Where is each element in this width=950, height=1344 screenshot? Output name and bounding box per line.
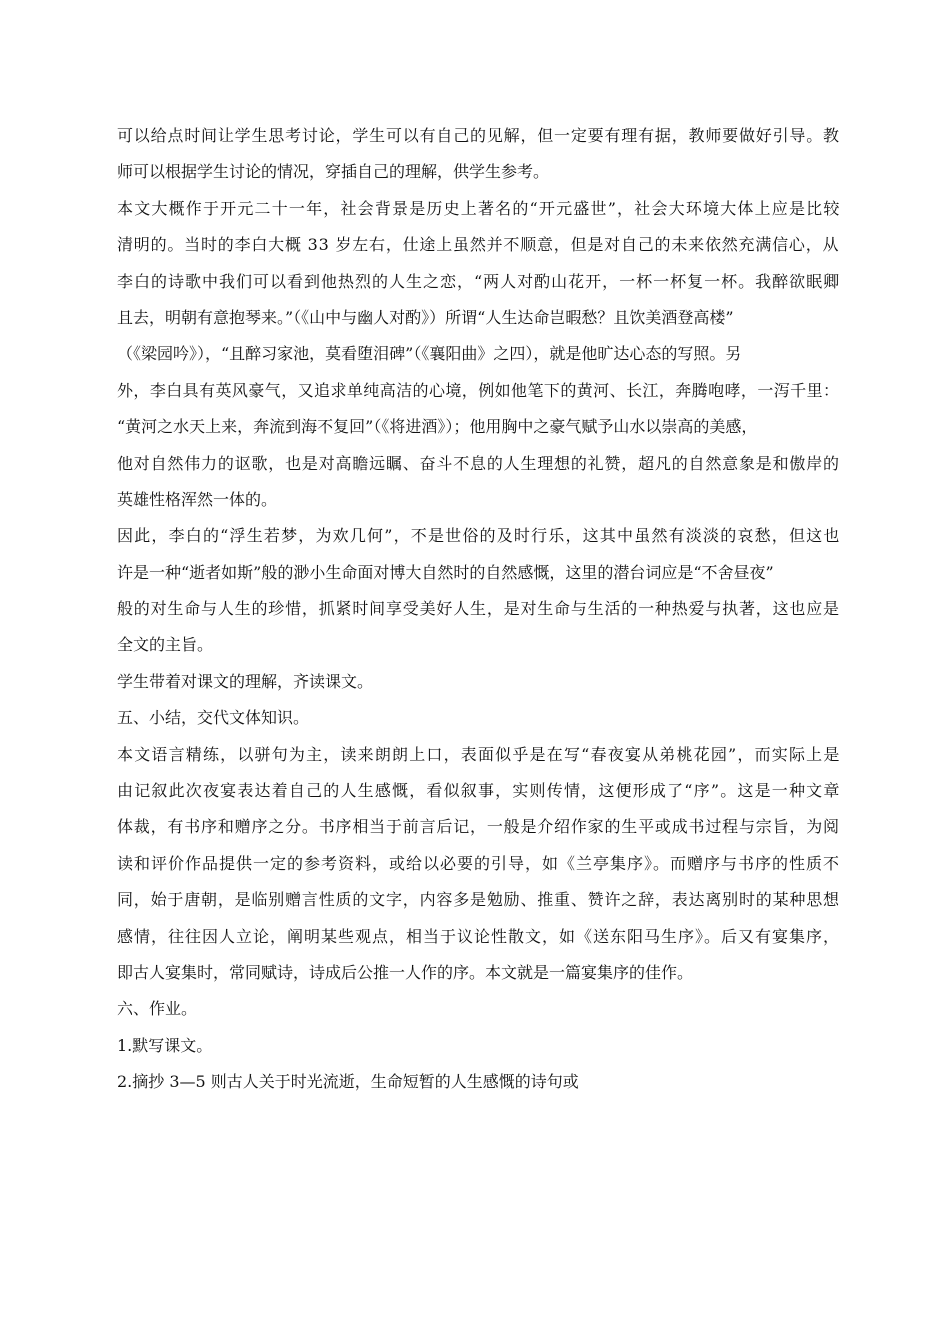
text-line: 清明的。当时的李白大概 33 岁左右，仕途上虽然并不顺意，但是对自己的未来依然充满信心，从 — [117, 235, 840, 255]
text-line: 许是一种“逝者如斯”般的渺小生命面对博大自然时的自然感慨，这里的潜台词应是“不舍昼夜” — [117, 562, 774, 582]
text-line: 般的对生命与人生的珍惜，抓紧时间享受美好人生，是对生命与生活的一种热爱与执著，这也应是 — [117, 599, 840, 619]
text-line: 本文语言精练，以骈句为主，读来朗朗上口，表面似乎是在写“春夜宴从弟桃花园”，而实际上是 — [117, 744, 841, 764]
text-line: 李白的诗歌中我们可以看到他热烈的人生之恋，“两人对酌山花开，一杯一杯复一杯。我醉欲眠卿 — [117, 271, 841, 291]
text-line: 读和评价作品提供一定的参考资料，或给以必要的引导，如《兰亭集序》。而赠序与书序的性质不 — [117, 853, 841, 873]
text-line: 感情，往往因人立论，阐明某些观点，相当于议论性散文，如《送东阳马生序》。后又有宴集序， — [117, 926, 841, 946]
document-body — [117, 118, 839, 1101]
section-heading: 六、作业。 — [117, 999, 198, 1019]
list-item: 1.默写课文。 — [117, 1035, 213, 1055]
text-line: 即古人宴集时，常同赋诗，诗成后公推一人作的序。本文就是一篇宴集序的佳作。 — [117, 962, 694, 982]
text-line: 他对自然伟力的讴歌，也是对高瞻远瞩、奋斗不息的人生理想的礼赞，超凡的自然意象是和傲岸的 — [117, 453, 840, 473]
section-heading: 五、小结，交代文体知识。 — [117, 708, 310, 728]
text-line: 可以给点时间让学生思考讨论，学生可以有自己的见解，但一定要有理有据，教师要做好引导。教 — [117, 126, 840, 145]
text-line: “黄河之水天上来，奔流到海不复回”（《将进酒》）；他用胸中之豪气赋予山水以崇高的美感， — [117, 417, 758, 437]
text-line: 师可以根据学生讨论的情况，穿插自己的理解，供学生参考。 — [117, 162, 550, 182]
text-line: 体裁，有书序和赠序之分。书序相当于前言后记，一般是介绍作家的生平或成书过程与宗旨，为阅 — [117, 817, 840, 837]
text-line: 英雄性格浑然一体的。 — [117, 489, 278, 509]
text-line: 本文大概作于开元二十一年，社会背景是历史上著名的“开元盛世”，社会大环境大体上应是比较 — [117, 198, 841, 218]
text-line: 同，始于唐朝，是临别赠言性质的文字，内容多是勉励、推重、赞许之辞，表达离别时的某种思想 — [117, 890, 840, 910]
text-line: 因此，李白的“浮生若梦，为欢几何”，不是世俗的及时行乐，这其中虽然有淡淡的哀愁，但这也 — [117, 526, 841, 546]
text-line: 外，李白具有英风豪气，又追求单纯高洁的心境，例如他笔下的黄河、长江，奔腾咆哮，一泻千里： — [117, 380, 840, 400]
text-line: 且去，明朝有意抱琴来。”（《山中与幽人对酌》）所谓“人生达命岂暇愁？且饮美酒登高楼” — [117, 307, 734, 327]
text-line: （《梁园吟》），“且醉习家池，莫看堕泪碑”（《襄阳曲》之四），就是他旷达心态的写照。另 — [117, 344, 742, 364]
text-line: 由记叙此次夜宴表达着自己的人生感慨，看似叙事，实则传情，这便形成了“序”。这是一种文章 — [117, 781, 841, 801]
text-line: 全文的主旨。 — [117, 635, 214, 655]
text-line: 学生带着对课文的理解，齐读课文。 — [117, 671, 374, 691]
list-item: 2.摘抄 3—5 则古人关于时光流逝，生命短暂的人生感慨的诗句或 — [117, 1072, 579, 1092]
